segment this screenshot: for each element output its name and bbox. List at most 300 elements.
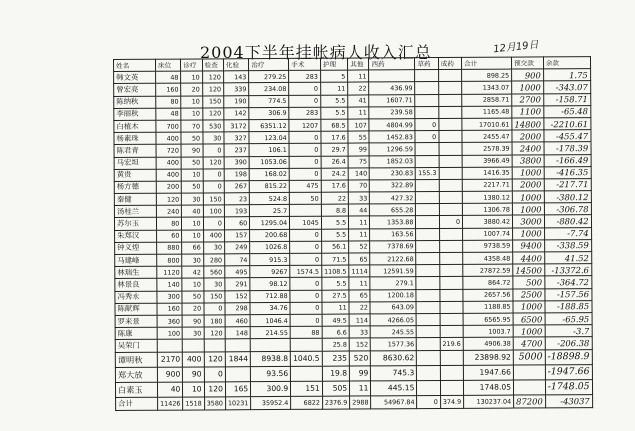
table-cell [438, 82, 461, 94]
table-cell: 400 [203, 229, 224, 241]
table-cell: 25.8 [322, 338, 349, 350]
table-cell: 4804.99 [369, 119, 415, 131]
table-cell: 130237.04 [464, 395, 514, 408]
table-cell: 2000 [512, 130, 544, 142]
table-cell: 322.89 [370, 180, 416, 192]
table-cell [439, 240, 462, 252]
table-cell: 1200.18 [370, 289, 416, 301]
table-cell: 70 [181, 120, 202, 132]
patient-name-cell: 陈康 [115, 327, 157, 339]
patient-name-cell: 秦健 [114, 193, 156, 205]
table-cell [439, 143, 462, 155]
table-cell: 1000 [513, 301, 545, 313]
table-cell: 3580 [204, 396, 225, 409]
table-cell: 14500 [513, 264, 545, 276]
table-cell: 0 [289, 168, 321, 180]
table-cell: -188.85 [545, 300, 592, 312]
table-cell: 168.02 [249, 168, 289, 180]
page-title: 2004下半年挂帐病人收入汇总 [200, 43, 432, 62]
table-cell: 300.9 [251, 381, 291, 396]
table-cell: -18898.9 [545, 349, 592, 364]
table-cell: 7378.69 [370, 240, 416, 252]
table-cell: -416.35 [544, 166, 591, 178]
table-cell: 142 [224, 107, 249, 119]
column-header: 化验 [223, 59, 248, 71]
table-cell: 75 [348, 155, 369, 167]
patient-name-cell: 白植木 [114, 120, 156, 132]
table-cell: 1518 [183, 396, 204, 409]
column-header: 检查 [202, 59, 223, 71]
table-cell: 283 [289, 107, 321, 119]
table-cell: 30 [203, 132, 224, 144]
table-cell [439, 191, 462, 203]
patient-name-cell: 白素玉 [115, 382, 157, 397]
patient-name-cell: 吴荣门 [115, 340, 157, 352]
table-cell: 0 [415, 118, 438, 130]
table-cell: 280 [203, 254, 224, 266]
table-cell: 460 [225, 315, 250, 327]
table-cell: 2578.39 [462, 142, 512, 154]
table-cell: 68.5 [321, 119, 348, 131]
table-cell: 436.99 [369, 82, 415, 94]
table-cell [513, 364, 545, 379]
table-cell: 283 [289, 70, 321, 82]
table-cell: 0 [289, 83, 321, 95]
table-cell: 5.5 [321, 229, 348, 241]
table-cell: 0 [290, 241, 322, 253]
table-cell [416, 240, 439, 252]
table-cell [417, 365, 440, 380]
table-cell: 50 [182, 181, 203, 193]
table-cell: 0 [204, 303, 225, 315]
table-cell: 30 [203, 242, 224, 254]
table-cell: 10 [183, 381, 204, 396]
table-cell: 520 [349, 350, 370, 365]
table-cell [440, 380, 463, 395]
table-cell: 4400 [513, 252, 545, 264]
ledger-table [113, 56, 593, 410]
table-cell: 0 [203, 144, 224, 156]
table-cell: -166.49 [544, 154, 591, 166]
table-cell: 0 [290, 229, 322, 241]
table-cell [440, 301, 463, 313]
table-cell: 66 [182, 242, 203, 254]
table-cell [416, 253, 439, 265]
table-cell: 505 [322, 381, 349, 396]
table-cell: -158.71 [543, 93, 590, 105]
table-cell: 93.56 [251, 366, 291, 381]
table-cell: 6500 [513, 313, 545, 325]
table-cell: 0 [203, 181, 224, 193]
table-cell: 22 [321, 192, 348, 204]
table-cell: 20 [181, 83, 202, 95]
table-cell: 327 [224, 132, 249, 144]
table-cell: 5000 [513, 349, 545, 364]
patient-name-cell: 罗来景 [115, 315, 157, 327]
table-cell: 14800 [512, 118, 544, 130]
table-cell: 150 [202, 95, 223, 107]
table-cell [204, 339, 225, 351]
table-cell: 2700 [512, 93, 544, 105]
table-cell: 11 [320, 82, 347, 94]
patient-name-cell: 陈君青 [114, 145, 156, 157]
table-cell: 720 [156, 144, 181, 156]
table-cell: 152 [225, 290, 250, 302]
table-cell [438, 70, 461, 82]
table-cell: 279.1 [370, 277, 416, 289]
table-cell: 279.25 [249, 71, 289, 83]
table-cell [417, 338, 440, 350]
table-cell: 2376.9 [322, 396, 349, 409]
table-cell: 900 [512, 69, 544, 81]
table-cell: 50 [182, 291, 203, 303]
table-cell: 50 [181, 156, 202, 168]
table-cell: 41.52 [544, 252, 591, 264]
table-cell [369, 70, 415, 82]
table-cell: 11 [350, 380, 371, 395]
table-cell: -455.47 [544, 130, 591, 142]
column-header: 床位 [156, 59, 181, 71]
table-cell: 160 [156, 83, 181, 95]
table-cell: -2210.61 [544, 118, 591, 130]
table-cell: 0 [204, 366, 225, 381]
table-cell [417, 350, 440, 365]
table-cell: -338.59 [544, 239, 591, 251]
patient-name-cell: 马宏坦 [114, 157, 156, 169]
table-cell: 27.5 [322, 290, 349, 302]
table-cell: 0 [290, 278, 322, 290]
table-cell: 0 [290, 302, 322, 314]
table-cell: 1000 [513, 325, 545, 337]
table-cell [439, 252, 462, 264]
patient-name-cell: 朱郑汉 [115, 230, 157, 242]
table-cell: -206.38 [545, 337, 592, 349]
table-cell [416, 155, 439, 167]
table-cell: 1748.05 [463, 380, 513, 395]
table-cell [416, 277, 439, 289]
table-cell: 2122.68 [370, 253, 416, 265]
table-cell: 180 [204, 315, 225, 327]
table-cell: 140 [157, 278, 182, 290]
table-cell: 87200 [514, 394, 546, 407]
table-cell: 249 [224, 241, 249, 253]
table-cell: 8630.62 [371, 350, 417, 365]
table-cell: 23898.92 [463, 350, 513, 365]
table-cell: 11 [322, 302, 349, 314]
table-cell: 291 [225, 278, 250, 290]
table-cell: 339 [224, 83, 249, 95]
table-cell: 8938.8 [251, 351, 291, 366]
table-cell: 33 [348, 192, 369, 204]
table-cell: 0 [290, 253, 322, 265]
table-cell: 198 [224, 168, 249, 180]
table-cell: 5 [320, 70, 347, 82]
table-cell: 4358.48 [463, 252, 513, 264]
table-cell: 267 [224, 181, 249, 193]
table-cell: 60 [224, 217, 249, 229]
patient-name-cell: 杨素珠 [114, 132, 156, 144]
table-cell: 17.6 [321, 131, 348, 143]
table-cell: 30 [182, 254, 203, 266]
table-cell: 10 [181, 71, 202, 83]
table-cell: -364.72 [545, 276, 592, 288]
table-cell: 1040.5 [291, 351, 323, 366]
table-cell [416, 216, 439, 228]
table-cell: 4906.38 [463, 337, 513, 349]
table-cell: 445.15 [371, 380, 417, 395]
table-cell: 49.5 [322, 314, 349, 326]
table-cell: 88 [290, 326, 322, 338]
table-cell: 495 [225, 266, 250, 278]
table-cell: 22 [348, 82, 369, 94]
table-cell: 48 [156, 108, 181, 120]
table-cell: 0 [203, 169, 224, 181]
table-cell: 1114 [349, 265, 370, 277]
table-cell [225, 366, 250, 381]
column-header: 治疗 [249, 58, 289, 70]
table-cell: 27872.59 [463, 264, 513, 276]
table-cell: 9738.59 [463, 240, 513, 252]
table-cell: 1188.85 [463, 301, 513, 313]
table-cell: 44 [349, 204, 370, 216]
table-cell: 5.5 [321, 217, 348, 229]
table-cell: 148 [225, 327, 250, 339]
table-cell: 160 [157, 303, 182, 315]
table-cell [439, 265, 462, 277]
table-cell: 1046.4 [250, 314, 290, 326]
table-cell: 524.8 [250, 192, 290, 204]
table-cell: 6351.12 [249, 119, 289, 131]
table-cell: 1607.71 [369, 94, 415, 106]
table-cell: 98.12 [250, 278, 290, 290]
table-cell: 100 [203, 205, 224, 217]
patient-name-cell: 林瑞生 [115, 266, 157, 278]
table-cell: 90 [182, 315, 203, 327]
table-cell: 1000 [512, 81, 544, 93]
table-cell: -3.7 [545, 325, 592, 337]
table-cell: -217.71 [544, 178, 591, 190]
table-cell: 26.4 [321, 156, 348, 168]
column-header: 诊疗 [181, 59, 202, 71]
table-cell: 11426 [158, 397, 183, 410]
table-cell: 10 [181, 96, 202, 108]
table-cell: 120 [202, 83, 223, 95]
table-cell [290, 339, 322, 351]
table-cell: 360 [157, 315, 182, 327]
table-cell: -178.39 [544, 142, 591, 154]
table-cell: 1003.7 [463, 325, 513, 337]
patient-name-cell: 陈纳秋 [114, 96, 156, 108]
table-cell [157, 339, 182, 351]
table-cell: 530 [202, 120, 223, 132]
table-cell: 0 [203, 217, 224, 229]
table-cell: 1844 [225, 351, 250, 366]
table-cell: 0 [417, 395, 440, 408]
table-cell: 48 [156, 71, 181, 83]
patient-name-cell: 冯秀永 [115, 291, 157, 303]
table-cell: 80 [156, 96, 181, 108]
patient-name-cell: 黄贵 [114, 169, 156, 181]
table-cell: 123.04 [249, 132, 289, 144]
table-cell: 163.56 [370, 228, 416, 240]
table-cell: 0 [439, 216, 462, 228]
table-cell: 10 [182, 169, 203, 181]
table-cell: 306.9 [249, 107, 289, 119]
table-cell: 239.58 [369, 106, 415, 118]
table-cell: 24.2 [321, 168, 348, 180]
column-header: 草药 [415, 58, 438, 70]
table-cell: 190 [224, 95, 249, 107]
table-cell: 10 [181, 108, 202, 120]
table-cell [440, 325, 463, 337]
table-cell [439, 167, 462, 179]
table-cell: 5.5 [322, 277, 349, 289]
table-cell: 150 [204, 290, 225, 302]
table-cell [439, 228, 462, 240]
table-cell: 1165.48 [462, 106, 512, 118]
table-cell: 2657.56 [463, 289, 513, 301]
table-cell: 0 [290, 290, 322, 302]
table-cell: 1000 [512, 191, 544, 203]
patient-name-cell: 谭明秋 [115, 352, 157, 367]
table-cell: 1026.8 [250, 241, 290, 253]
patient-name-cell: 马建峰 [115, 254, 157, 266]
table-cell: 23 [224, 193, 249, 205]
table-cell: 99 [348, 143, 369, 155]
table-cell: 74 [225, 254, 250, 266]
column-header: 其他 [348, 58, 369, 70]
column-header: 手术 [289, 58, 321, 70]
column-header: 护理 [320, 58, 347, 70]
patient-name-cell: 韩文英 [114, 71, 156, 83]
table-cell: -7.74 [544, 227, 591, 239]
table-cell: 151 [291, 381, 323, 396]
table-cell: 4266.05 [370, 314, 416, 326]
table-cell: 71.5 [321, 253, 348, 265]
table-cell: 235 [322, 351, 349, 366]
table-cell [439, 204, 462, 216]
table-cell [439, 118, 462, 130]
table-cell [416, 179, 439, 191]
table-cell [440, 313, 463, 325]
table-cell [416, 228, 439, 240]
table-cell: 40 [157, 382, 182, 397]
table-cell [415, 143, 438, 155]
patient-name-cell: 郑大放 [115, 367, 157, 382]
table-cell: 70 [348, 180, 369, 192]
table-cell: 90 [181, 144, 202, 156]
table-cell: 140 [348, 168, 369, 180]
column-header: 余款 [543, 57, 590, 69]
table-cell: 155.3 [416, 167, 439, 179]
column-header: 合计 [462, 57, 512, 69]
patient-name-cell: 曾宏亮 [114, 84, 156, 96]
patient-name-cell: 合计 [116, 397, 158, 410]
table-cell: 99 [350, 365, 371, 380]
table-cell: 1108.5 [322, 265, 349, 277]
table-cell: 240 [156, 205, 181, 217]
table-cell: 237 [224, 144, 249, 156]
table-cell [416, 192, 439, 204]
table-cell: 4700 [513, 337, 545, 349]
table-cell: -880.42 [544, 215, 591, 227]
table-cell: 80 [156, 218, 181, 230]
table-cell: 35952.4 [251, 396, 291, 409]
table-cell: -65.95 [545, 313, 592, 325]
table-cell: 50 [290, 192, 322, 204]
table-cell: 107 [348, 119, 369, 131]
table-cell: 1000 [512, 167, 544, 179]
table-cell: 60 [157, 230, 182, 242]
table-cell: 643.09 [370, 301, 416, 313]
table-cell [416, 313, 439, 325]
table-cell: 1120 [157, 266, 182, 278]
table-cell: 2858.71 [462, 94, 512, 106]
table-cell [417, 326, 440, 338]
table-cell: 25.7 [250, 205, 290, 217]
table-cell: 6822 [291, 396, 323, 409]
table-cell: 400 [156, 132, 181, 144]
table-cell: 774.5 [249, 95, 289, 107]
table-cell: 152 [349, 338, 370, 350]
table-cell: 42 [182, 266, 203, 278]
table-cell: 3000 [512, 215, 544, 227]
patient-name-cell: 苏尔玉 [114, 218, 156, 230]
table-cell: 1.75 [543, 69, 590, 81]
table-cell: 3800 [512, 154, 544, 166]
table-cell: 9400 [513, 240, 545, 252]
patient-name-cell: 杨方德 [114, 181, 156, 193]
table-cell [417, 380, 440, 395]
table-cell [416, 265, 439, 277]
table-cell: 106.1 [249, 144, 289, 156]
table-cell: 19.8 [322, 366, 349, 381]
table-cell [438, 94, 461, 106]
handwritten-date: 12月19日 [492, 39, 540, 56]
table-cell: 245.55 [371, 326, 417, 338]
table-cell: 54967.84 [371, 395, 417, 408]
table-cell: 560 [203, 266, 224, 278]
table-cell: -13372.6 [544, 264, 591, 276]
table-cell: 11 [349, 277, 370, 289]
table-cell: 200.68 [250, 229, 290, 241]
table-cell: 1306.78 [462, 203, 512, 215]
table-cell: 3172 [224, 120, 249, 132]
table-cell: 0 [415, 131, 438, 143]
table-cell [415, 94, 438, 106]
table-cell: 120 [203, 156, 224, 168]
table-cell: 11 [348, 107, 369, 119]
table-cell: 5.5 [321, 107, 348, 119]
table-cell: 143 [223, 71, 248, 83]
table-cell [440, 277, 463, 289]
table-cell [440, 350, 463, 365]
table-cell: 22 [349, 302, 370, 314]
table-cell: 880 [157, 242, 182, 254]
table-cell: 655.28 [370, 204, 416, 216]
table-cell [439, 106, 462, 118]
table-cell: -306.78 [544, 203, 591, 215]
table-cell [415, 70, 438, 82]
table-cell: 3966.49 [462, 155, 512, 167]
table-cell: -43037 [545, 394, 592, 407]
table-cell: 1452.83 [369, 131, 415, 143]
table-cell: 2170 [157, 352, 182, 367]
table-cell: 120 [202, 108, 223, 120]
column-header: 西药 [369, 58, 415, 70]
table-cell: 300 [157, 291, 182, 303]
table-cell [416, 204, 439, 216]
